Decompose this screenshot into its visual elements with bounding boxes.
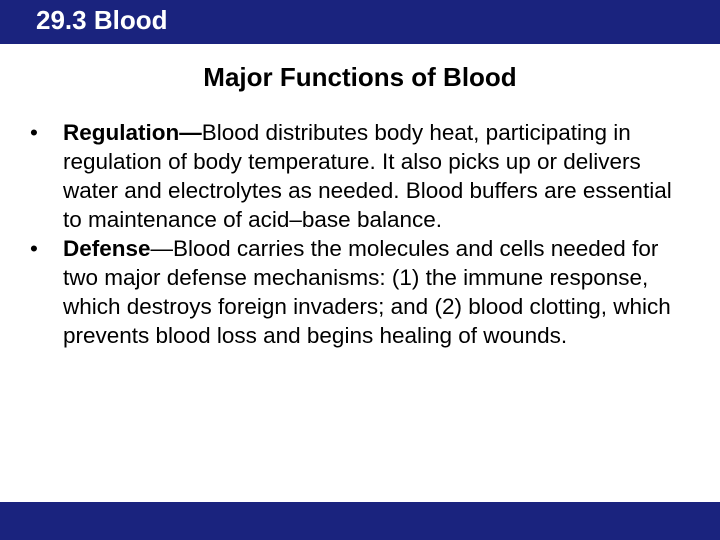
bullet-term-defense: Defense <box>63 236 151 261</box>
bullet-item-regulation <box>30 118 696 234</box>
section-title: 29.3 Blood <box>36 5 168 35</box>
footer-bar <box>0 502 720 540</box>
bullet-term-regulation: Regulation— <box>63 120 202 145</box>
bullet-text-regulation: Blood distributes body heat, participating in regulation of body temperature. It also picks up or delivers water and electrolytes as needed. Blood buffers are essential to maintenance of acid–base balance. <box>63 120 672 232</box>
bullet-list <box>30 118 696 350</box>
bullet-text-defense: —Blood carries the molecules and cells needed for two major defense mechanisms: (1) the immune response, which destroys foreign invaders; and (2) blood clotting, which prevents blood loss and begins healing of wounds. <box>63 236 671 348</box>
header-bar <box>0 0 720 44</box>
slide-title: Major Functions of Blood <box>203 62 517 92</box>
bullet-dot-icon: • <box>30 236 38 261</box>
bullet-item-defense <box>30 234 696 350</box>
bullet-dot-icon: • <box>30 120 38 145</box>
